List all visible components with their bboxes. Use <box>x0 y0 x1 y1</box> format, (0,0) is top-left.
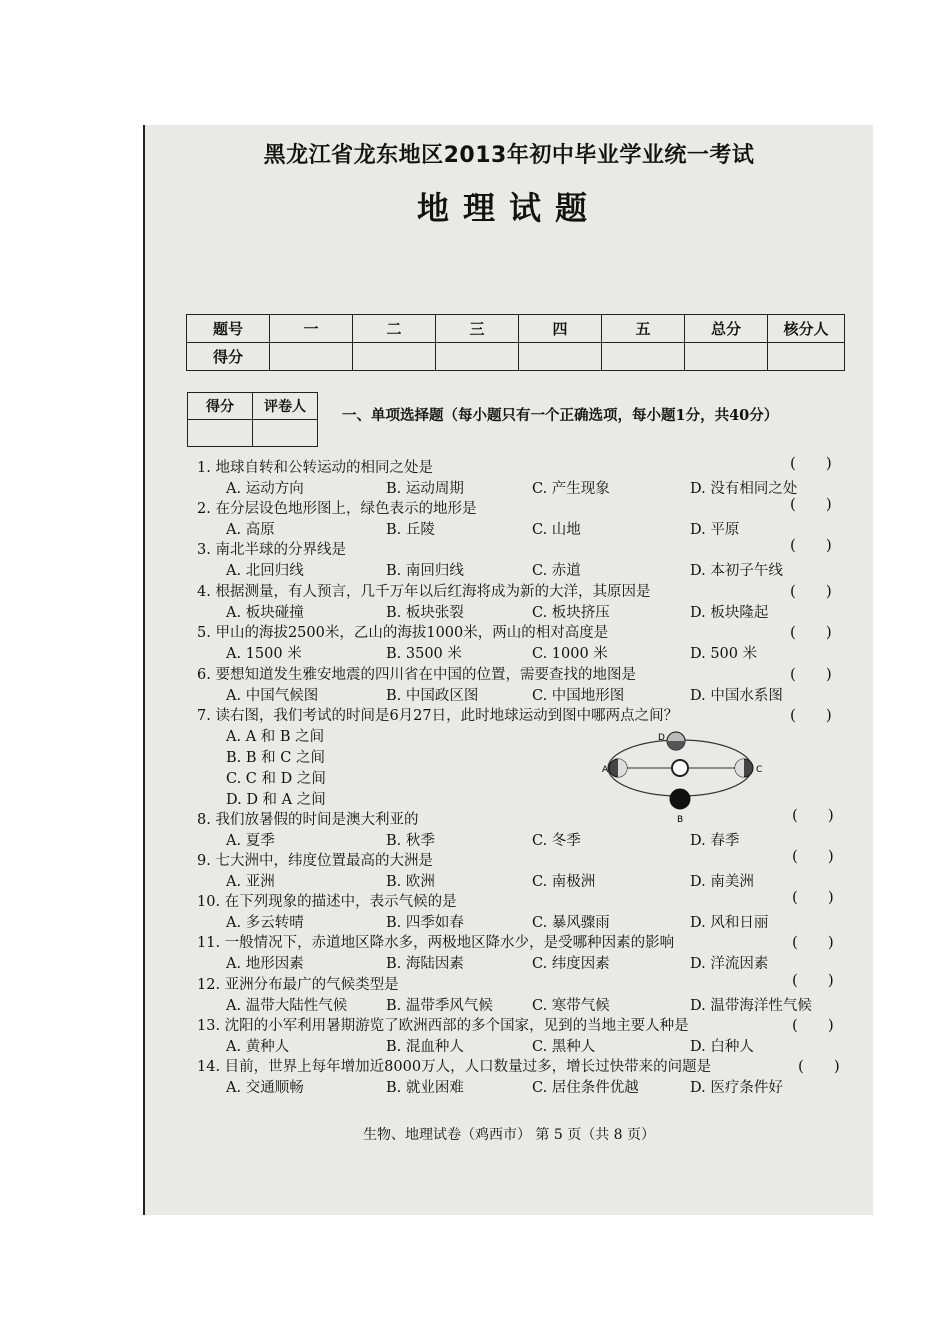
answer-option: D. 平原 <box>690 522 740 538</box>
answer-blank[interactable]: ( ) <box>792 888 834 906</box>
answer-option: D. 中国水系图 <box>690 688 783 704</box>
earth-position-a <box>609 759 627 777</box>
question-text: 8. 我们放暑假的时间是澳大利亚的 <box>197 812 419 828</box>
answer-option: A. 多云转晴 <box>226 915 304 931</box>
question-text: 10. 在下列现象的描述中，表示气候的是 <box>197 894 457 910</box>
answer-option: A. 1500 米 <box>226 646 302 662</box>
answer-option: C. 板块挤压 <box>532 605 610 621</box>
answer-option: C. 山地 <box>532 522 581 538</box>
score-cell[interactable] <box>353 343 436 371</box>
answer-option: D. 没有相同之处 <box>690 481 798 497</box>
answer-option: D. 风和日丽 <box>690 915 769 931</box>
answer-blank[interactable]: ( ) <box>798 1057 840 1075</box>
earth-position-c <box>735 759 753 777</box>
answer-option: A. 北回归线 <box>226 563 304 579</box>
answer-option: D. D 和 A 之间 <box>226 792 326 808</box>
exam-title: 黑龙江省龙东地区2013年初中毕业学业统一考试 <box>263 143 755 168</box>
answer-option: B. 运动周期 <box>386 481 464 497</box>
grader-score-label: 得分 <box>188 393 253 420</box>
answer-blank[interactable]: ( ) <box>790 665 832 683</box>
label-a: A <box>602 765 609 775</box>
answer-blank[interactable]: ( ) <box>792 933 834 951</box>
score-table-score-row <box>187 343 845 371</box>
score-cell[interactable] <box>270 343 353 371</box>
score-header-cell: 核分人 <box>768 315 845 343</box>
answer-blank[interactable]: ( ) <box>792 971 834 989</box>
question-text: 1. 地球自转和公转运动的相同之处是 <box>197 460 433 476</box>
score-table <box>186 314 845 371</box>
answer-option: C. C 和 D 之间 <box>226 771 326 787</box>
answer-option: B. 混血种人 <box>386 1039 464 1055</box>
question-text: 3. 南北半球的分界线是 <box>197 542 346 558</box>
answer-option: A. 地形因素 <box>226 956 304 972</box>
answer-option: A. 夏季 <box>226 833 275 849</box>
score-cell[interactable] <box>685 343 768 371</box>
score-cell[interactable] <box>436 343 519 371</box>
score-cell[interactable] <box>602 343 685 371</box>
answer-option: A. 高原 <box>226 522 275 538</box>
answer-option: B. 南回归线 <box>386 563 464 579</box>
answer-blank[interactable]: ( ) <box>790 495 832 513</box>
score-header-cell: 一 <box>270 315 353 343</box>
answer-option: C. 产生现象 <box>532 481 610 497</box>
answer-option: A. 亚洲 <box>226 874 275 890</box>
answer-blank[interactable]: ( ) <box>790 582 832 600</box>
score-cell[interactable] <box>519 343 602 371</box>
answer-option: D. 医疗条件好 <box>690 1080 783 1096</box>
answer-option: B. 秋季 <box>386 833 435 849</box>
answer-option: C. 寒带气候 <box>532 998 610 1014</box>
answer-option: C. 纬度因素 <box>532 956 610 972</box>
answer-option: B. 板块张裂 <box>386 605 464 621</box>
answer-option: D. 南美洲 <box>690 874 754 890</box>
grader-score-cell[interactable] <box>188 420 253 447</box>
label-c: C <box>756 765 763 775</box>
question-text: 6. 要想知道发生雅安地震的四川省在中国的位置，需要查找的地图是 <box>197 667 636 683</box>
question-text: 7. 读右图，我们考试的时间是6月27日，此时地球运动到图中哪两点之间？ <box>197 708 679 724</box>
score-header-cell: 三 <box>436 315 519 343</box>
answer-option: D. 500 米 <box>690 646 758 662</box>
answer-option: A. 交通顺畅 <box>226 1080 304 1096</box>
earth-position-d <box>667 732 685 750</box>
answer-option: A. 中国气候图 <box>226 688 319 704</box>
answer-option: C. 黑种人 <box>532 1039 596 1055</box>
answer-option: D. 春季 <box>690 833 740 849</box>
score-header-cell: 二 <box>353 315 436 343</box>
answer-blank[interactable]: ( ) <box>790 623 832 641</box>
answer-option: D. 白种人 <box>690 1039 754 1055</box>
answer-option: B. 中国政区图 <box>386 688 479 704</box>
score-header-cell: 题号 <box>187 315 270 343</box>
answer-option: B. 3500 米 <box>386 646 462 662</box>
page-footer: 生物、地理试卷（鸡西市） 第 5 页（共 8 页） <box>362 1127 656 1143</box>
answer-option: C. 居住条件优越 <box>532 1080 639 1096</box>
answer-option: B. 丘陵 <box>386 522 435 538</box>
question-text: 9. 七大洲中，纬度位置最高的大洲是 <box>197 853 433 869</box>
question-text: 14. 目前，世界上每年增加近8000万人，人口数量过多，增长过快带来的问题是 <box>197 1059 712 1075</box>
earth-position-b <box>670 789 690 809</box>
score-header-cell: 总分 <box>685 315 768 343</box>
answer-option: B. 就业困难 <box>386 1080 464 1096</box>
score-header-cell: 五 <box>602 315 685 343</box>
answer-option: B. 温带季风气候 <box>386 998 493 1014</box>
label-d: D <box>658 733 665 743</box>
answer-option: B. 海陆因素 <box>386 956 464 972</box>
answer-option: B. 欧洲 <box>386 874 435 890</box>
grader-table <box>187 392 318 447</box>
question-text: 5. 甲山的海拔2500米，乙山的海拔1000米，两山的相对高度是 <box>197 625 609 641</box>
paper-edge <box>143 125 145 1215</box>
question-text: 4. 根据测量，有人预言，几千万年以后红海将成为新的大洋，其原因是 <box>197 584 651 600</box>
answer-option: C. 1000 米 <box>532 646 608 662</box>
question-text: 13. 沈阳的小军利用暑期游览了欧洲西部的多个国家，见到的当地主要人种是 <box>197 1018 689 1034</box>
question-text: 12. 亚洲分布最广的气候类型是 <box>197 977 399 993</box>
answer-option: A. 温带大陆性气候 <box>226 998 348 1014</box>
answer-option: C. 赤道 <box>532 563 581 579</box>
answer-option: C. 暴风骤雨 <box>532 915 610 931</box>
answer-option: C. 冬季 <box>532 833 581 849</box>
answer-option: A. 运动方向 <box>226 481 304 497</box>
answer-option: D. 洋流因素 <box>690 956 769 972</box>
earth-orbit-diagram <box>596 728 776 824</box>
answer-option: B. B 和 C 之间 <box>226 750 325 766</box>
score-table-header-row <box>187 315 845 343</box>
answer-blank[interactable]: ( ) <box>790 706 832 724</box>
answer-option: D. 温带海洋性气候 <box>690 998 812 1014</box>
score-row-label: 得分 <box>187 343 270 371</box>
grader-name-cell[interactable] <box>253 420 318 447</box>
answer-option: D. 本初子午线 <box>690 563 783 579</box>
answer-option: B. 四季如春 <box>386 915 464 931</box>
answer-blank[interactable]: ( ) <box>790 536 832 554</box>
question-text: 2. 在分层设色地形图上，绿色表示的地形是 <box>197 501 477 517</box>
question-text: 11. 一般情况下，赤道地区降水多，两极地区降水少，是受哪种因素的影响 <box>197 935 675 951</box>
answer-option: C. 中国地形图 <box>532 688 625 704</box>
label-b: B <box>677 815 684 824</box>
section-title: 一、单项选择题（每小题只有一个正确选项，每小题1分，共40分） <box>342 407 779 424</box>
answer-option: A. 黄种人 <box>226 1039 290 1055</box>
score-cell[interactable] <box>768 343 845 371</box>
answer-option: A. 板块碰撞 <box>226 605 304 621</box>
answer-option: C. 南极洲 <box>532 874 596 890</box>
grader-name-label: 评卷人 <box>253 393 318 420</box>
answer-blank[interactable]: ( ) <box>792 1016 834 1034</box>
sun-icon <box>672 760 688 776</box>
answer-option: A. A 和 B 之间 <box>226 729 325 745</box>
answer-blank[interactable]: ( ) <box>792 806 834 824</box>
answer-option: D. 板块隆起 <box>690 605 769 621</box>
score-header-cell: 四 <box>519 315 602 343</box>
answer-blank[interactable]: ( ) <box>790 454 832 472</box>
subject-title: 地理试题 <box>416 189 601 227</box>
answer-blank[interactable]: ( ) <box>792 847 834 865</box>
